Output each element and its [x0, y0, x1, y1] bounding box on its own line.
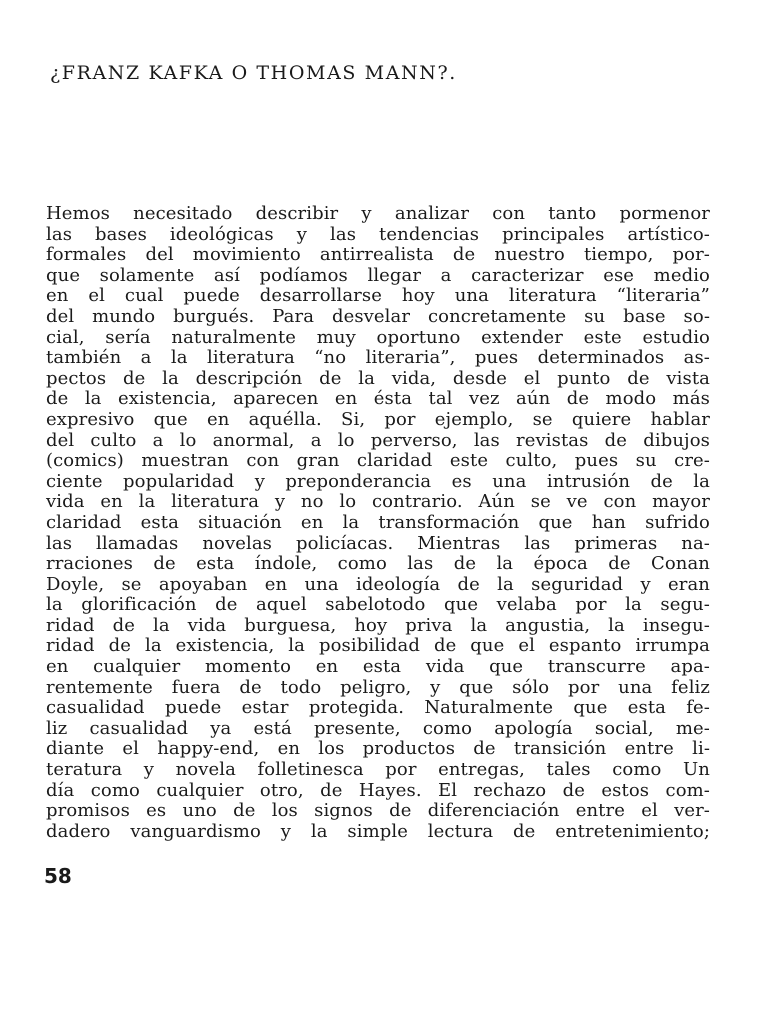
text-line: rraciones de esta índole, como las de la época de Conan — [46, 553, 710, 575]
text-line: en el cual puede desarrollarse hoy una literatura “literaria” — [46, 285, 710, 307]
chapter-title: ¿FRANZ KAFKA O THOMAS MANN?. — [50, 62, 457, 84]
text-line: también a la literatura “no literaria”, pues determinados as- — [46, 347, 710, 369]
text-line: Hemos necesitado describir y analizar con tanto pormenor — [46, 203, 710, 224]
text-line: teratura y novela folletinesca por entregas, tales como Un — [46, 759, 710, 781]
text-line: claridad esta situación en la transformación que han sufrido — [46, 511, 710, 533]
text-line: del culto a lo anormal, a lo perverso, las revistas de dibujos — [46, 429, 710, 451]
text-line: la glorificación de aquel sabelotodo que velaba por la segu- — [46, 594, 710, 616]
text-line: que solamente así podíamos llegar a caracterizar ese medio — [46, 264, 710, 286]
text-line: ridad de la vida burguesa, hoy priva la angustia, la insegu- — [46, 614, 710, 636]
text-line: expresivo que en aquélla. Si, por ejemplo, se quiere hablar — [46, 408, 710, 430]
text-line: ciente popularidad y preponderancia es una intrusión de la — [46, 470, 710, 492]
text-line: en cualquier momento en esta vida que transcurre apa- — [46, 656, 710, 678]
body-text — [46, 204, 710, 842]
text-line: cial, sería naturalmente muy oportuno extender este estudio — [46, 326, 710, 348]
text-line: ridad de la existencia, la posibilidad de que el espanto irrumpa — [46, 635, 710, 657]
text-line: dadero vanguardismo y la simple lectura de entretenimiento; — [46, 820, 710, 842]
text-line: (comics) muestran con gran claridad este culto, pues su cre- — [46, 450, 710, 472]
text-line: de la existencia, aparecen en ésta tal vez aún de modo más — [46, 388, 710, 410]
text-line: las llamadas novelas policíacas. Mientras las primeras na- — [46, 532, 710, 554]
text-line: del mundo burgués. Para desvelar concretamente su base so- — [46, 305, 710, 327]
page-number: 58 — [44, 864, 72, 888]
text-line: casualidad puede estar protegida. Naturalmente que esta fe- — [46, 697, 710, 719]
text-line: promisos es uno de los signos de diferenciación entre el ver- — [46, 800, 710, 822]
text-line: pectos de la descripción de la vida, desde el punto de vista — [46, 367, 710, 389]
text-line: día como cualquier otro, de Hayes. El rechazo de estos com- — [46, 779, 710, 801]
text-line: Doyle, se apoyaban en una ideología de la seguridad y eran — [46, 573, 710, 595]
text-line: liz casualidad ya está presente, como apología social, me- — [46, 717, 710, 739]
text-line: rentemente fuera de todo peligro, y que sólo por una feliz — [46, 676, 710, 698]
text-line: vida en la literatura y no lo contrario. Aún se ve con mayor — [46, 491, 710, 513]
text-line: formales del movimiento antirrealista de nuestro tiempo, por- — [46, 244, 710, 266]
text-line: las bases ideológicas y las tendencias principales artístico- — [46, 223, 710, 245]
text-line: diante el happy-end, en los productos de transición entre li- — [46, 738, 710, 760]
